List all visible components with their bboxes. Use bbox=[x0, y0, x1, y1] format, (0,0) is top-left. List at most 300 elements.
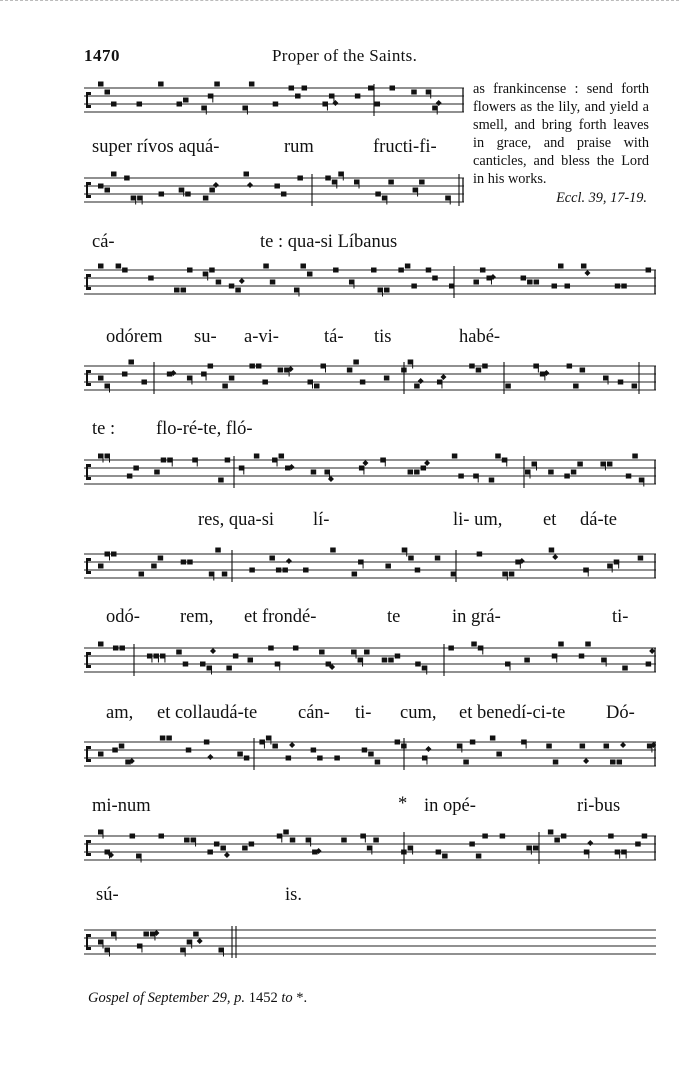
neume-note bbox=[233, 654, 239, 659]
neume-note bbox=[617, 760, 623, 765]
neume-note bbox=[98, 264, 104, 269]
neume-note bbox=[509, 572, 515, 577]
footer-page-ref: 1452 bbox=[248, 990, 278, 1006]
lyric-6b: rem, bbox=[180, 607, 214, 627]
neume-note bbox=[471, 642, 477, 647]
neume-note bbox=[209, 268, 215, 273]
lyric-5d: et bbox=[543, 510, 557, 530]
neume-stem bbox=[158, 654, 159, 663]
neume-stem bbox=[619, 850, 620, 859]
neume-stem bbox=[356, 650, 357, 659]
neume-note bbox=[128, 360, 134, 365]
neume-note bbox=[279, 454, 285, 459]
neume-note bbox=[368, 752, 374, 757]
neume-stem bbox=[412, 846, 413, 855]
chant-staff-7 bbox=[84, 640, 656, 700]
neume-note bbox=[286, 756, 292, 761]
neume-stem bbox=[643, 478, 644, 487]
neume-note bbox=[490, 736, 496, 741]
neume-note bbox=[384, 288, 390, 293]
neume-note bbox=[293, 646, 299, 651]
neume-stem bbox=[606, 658, 607, 667]
neume-note bbox=[382, 658, 388, 663]
neume-note bbox=[161, 458, 167, 463]
neume-note bbox=[571, 470, 577, 475]
neume-note bbox=[548, 470, 554, 475]
neume-note bbox=[290, 838, 296, 843]
neume-note bbox=[347, 368, 353, 373]
neume-note bbox=[527, 280, 533, 285]
c-clef-icon bbox=[86, 652, 91, 668]
neume-stem bbox=[135, 196, 136, 205]
neume-note bbox=[225, 458, 231, 463]
neume-note bbox=[222, 572, 228, 577]
neume-note bbox=[325, 176, 331, 181]
neume-stem bbox=[164, 654, 165, 663]
neume-note bbox=[113, 646, 119, 651]
neume-note bbox=[148, 276, 154, 281]
neume-note bbox=[480, 268, 486, 273]
neume-note bbox=[500, 834, 506, 839]
neume-note bbox=[558, 642, 564, 647]
c-clef-icon bbox=[86, 274, 91, 290]
page-top-edge bbox=[0, 0, 679, 2]
neume-note bbox=[415, 568, 421, 573]
neume-note bbox=[398, 268, 404, 273]
neume-note bbox=[469, 842, 475, 847]
neume-stem bbox=[103, 454, 104, 463]
neume-stem bbox=[362, 658, 363, 667]
neume-stem bbox=[450, 196, 451, 205]
neume-stem bbox=[430, 90, 431, 99]
neume-note bbox=[561, 834, 567, 839]
neume-note bbox=[176, 650, 182, 655]
neume-stem bbox=[207, 272, 208, 281]
neume-note bbox=[577, 462, 583, 467]
neume-note bbox=[303, 568, 309, 573]
neume-note bbox=[311, 748, 317, 753]
neume-note bbox=[249, 568, 255, 573]
neume-stem bbox=[510, 662, 511, 671]
neume-note bbox=[137, 102, 143, 107]
neume-rhombus bbox=[332, 100, 338, 106]
neume-note bbox=[268, 646, 274, 651]
neume-note bbox=[615, 284, 621, 289]
neume-note bbox=[362, 748, 368, 753]
neume-note bbox=[111, 172, 117, 177]
neume-note bbox=[622, 666, 628, 671]
neume-note bbox=[375, 192, 381, 197]
footer-star: *. bbox=[296, 990, 308, 1006]
neume-stem bbox=[109, 948, 110, 957]
lyric-6a: odó- bbox=[106, 607, 140, 627]
neume-rhombus bbox=[649, 648, 655, 654]
neume-note bbox=[489, 478, 495, 483]
neume-note bbox=[524, 658, 530, 663]
neume-rhombus bbox=[552, 554, 558, 560]
neume-note bbox=[244, 172, 250, 177]
neume-rhombus bbox=[210, 648, 216, 654]
neume-note bbox=[384, 376, 390, 381]
lyric-3b: su- bbox=[194, 327, 217, 347]
neume-note bbox=[302, 86, 308, 91]
lyric-7e: cum, bbox=[400, 703, 437, 723]
neume-note bbox=[473, 280, 479, 285]
neume-note bbox=[295, 94, 301, 99]
lyric-8c: in opé- bbox=[424, 796, 476, 816]
neume-note bbox=[158, 556, 164, 561]
neume-note bbox=[130, 834, 136, 839]
neume-note bbox=[371, 268, 377, 273]
lyric-6d: te bbox=[387, 607, 401, 627]
neume-note bbox=[573, 384, 579, 389]
neume-note bbox=[154, 470, 160, 475]
neume-note bbox=[368, 86, 374, 91]
neume-note bbox=[183, 662, 189, 667]
lyric-5e: dá-te bbox=[580, 510, 617, 530]
lyric-5a: res, qua-si bbox=[198, 510, 275, 530]
neume-note bbox=[505, 384, 511, 389]
neume-note bbox=[283, 830, 289, 835]
lyric-7c: cán- bbox=[298, 703, 330, 723]
neume-rhombus bbox=[584, 270, 590, 276]
neume-note bbox=[334, 756, 340, 761]
neume-note bbox=[151, 564, 157, 569]
neume-note bbox=[119, 744, 125, 749]
neume-note bbox=[111, 102, 117, 107]
neume-note bbox=[373, 838, 379, 843]
neume-note bbox=[226, 666, 232, 671]
neume-note bbox=[122, 372, 128, 377]
side-note-text: as frankincense : send forth flowers as the lily, and yield a smell, and bring forth leaves in grace, and praise with canticles, and bless the Lord in his works. bbox=[473, 81, 649, 187]
neume-note bbox=[626, 474, 632, 479]
neume-rhombus bbox=[207, 754, 213, 760]
neume-rhombus bbox=[583, 758, 589, 764]
neume-stem bbox=[506, 458, 507, 467]
neume-note bbox=[533, 846, 539, 851]
neume-rhombus bbox=[239, 278, 245, 284]
neume-stem bbox=[385, 458, 386, 467]
neume-note bbox=[229, 284, 235, 289]
neume-stem bbox=[406, 548, 407, 557]
neume-note bbox=[414, 384, 420, 389]
lyric-9a: sú- bbox=[96, 885, 119, 905]
neume-note bbox=[187, 268, 193, 273]
neume-rhombus bbox=[247, 182, 253, 188]
neume-note bbox=[579, 654, 585, 659]
neume-note bbox=[181, 560, 187, 565]
neume-rhombus bbox=[286, 558, 292, 564]
neume-note bbox=[580, 744, 586, 749]
neume-note bbox=[281, 192, 287, 197]
neume-note bbox=[105, 188, 111, 193]
neume-stem bbox=[116, 932, 117, 941]
lyric-2a: cá- bbox=[92, 232, 115, 252]
neume-note bbox=[646, 268, 652, 273]
neume-rhombus bbox=[425, 746, 431, 752]
neume-stem bbox=[183, 188, 184, 197]
neume-stem bbox=[298, 288, 299, 297]
neume-note bbox=[608, 834, 614, 839]
lyric-5c: li- um, bbox=[453, 510, 503, 530]
neume-rhombus bbox=[587, 840, 593, 846]
neume-note bbox=[419, 180, 425, 185]
neume-note bbox=[282, 568, 288, 573]
neume-note bbox=[237, 752, 243, 757]
chant-staff-5 bbox=[84, 452, 656, 512]
neume-stem bbox=[531, 846, 532, 855]
neume-note bbox=[333, 268, 339, 273]
neume-stem bbox=[365, 834, 366, 843]
chant-staff-4 bbox=[84, 358, 656, 418]
neume-note bbox=[618, 380, 624, 385]
neume-note bbox=[421, 466, 427, 471]
neume-note bbox=[341, 838, 347, 843]
neume-stem bbox=[281, 834, 282, 843]
neume-note bbox=[186, 748, 192, 753]
neume-stem bbox=[437, 106, 438, 115]
neume-note bbox=[98, 642, 104, 647]
chant-staff-3 bbox=[84, 262, 656, 322]
neume-stem bbox=[172, 458, 173, 467]
neume-note bbox=[385, 564, 391, 569]
neume-note bbox=[183, 98, 189, 103]
neume-note bbox=[119, 646, 125, 651]
neume-stem bbox=[151, 654, 152, 663]
neume-note bbox=[632, 384, 638, 389]
neume-note bbox=[352, 572, 358, 577]
neume-note bbox=[214, 842, 220, 847]
neume-note bbox=[116, 264, 122, 269]
footer-to: to bbox=[277, 990, 297, 1006]
neume-note bbox=[98, 752, 104, 757]
neume-note bbox=[112, 748, 118, 753]
lyric-7g: Dó- bbox=[606, 703, 635, 723]
neume-note bbox=[411, 90, 417, 95]
neume-note bbox=[249, 364, 255, 369]
neume-note bbox=[355, 94, 361, 99]
neume-stem bbox=[353, 280, 354, 289]
neume-note bbox=[405, 264, 411, 269]
neume-stem bbox=[536, 462, 537, 471]
neume-note bbox=[638, 556, 644, 561]
neume-note bbox=[254, 454, 259, 459]
neume-note bbox=[375, 760, 381, 765]
neume-note bbox=[272, 744, 278, 749]
lyric-1b: rum bbox=[284, 137, 314, 157]
neume-stem bbox=[363, 466, 364, 475]
neume-note bbox=[552, 284, 558, 289]
lyric-6e: in grá- bbox=[452, 607, 501, 627]
neume-rhombus bbox=[436, 100, 442, 106]
neume-note bbox=[632, 454, 638, 459]
neume-note bbox=[565, 284, 571, 289]
neume-note bbox=[477, 552, 483, 557]
neume-note bbox=[610, 760, 616, 765]
neume-note bbox=[160, 736, 166, 741]
neume-stem bbox=[612, 564, 613, 573]
neume-note bbox=[297, 176, 303, 181]
neume-stem bbox=[277, 458, 278, 467]
neume-note bbox=[395, 654, 401, 659]
c-clef-icon bbox=[86, 558, 91, 574]
neume-rhombus bbox=[362, 460, 368, 466]
lyric-1c: fructi-fi- bbox=[373, 137, 437, 157]
neume-note bbox=[166, 736, 172, 741]
neume-note bbox=[463, 760, 469, 765]
neume-stem bbox=[426, 666, 427, 675]
neume-note bbox=[360, 380, 366, 385]
c-clef-icon bbox=[86, 182, 91, 198]
neume-note bbox=[314, 384, 320, 389]
neume-stem bbox=[412, 360, 413, 369]
neume-stem bbox=[426, 756, 427, 765]
neume-note bbox=[435, 556, 441, 561]
chant-staff-9 bbox=[84, 828, 656, 888]
neume-note bbox=[408, 556, 414, 561]
neume-stem bbox=[109, 454, 110, 463]
neume-rhombus bbox=[418, 378, 424, 384]
neume-note bbox=[534, 280, 540, 285]
neume-note bbox=[143, 932, 149, 937]
neume-stem bbox=[478, 474, 479, 483]
neume-stem bbox=[279, 662, 280, 671]
neume-note bbox=[218, 478, 224, 483]
neume-note bbox=[249, 82, 255, 87]
neume-note bbox=[607, 462, 613, 467]
neume-note bbox=[289, 86, 295, 91]
neume-stem bbox=[530, 470, 531, 479]
neume-stem bbox=[270, 736, 271, 745]
neume-note bbox=[317, 756, 323, 761]
chant-staff-1 bbox=[84, 80, 464, 130]
neume-note bbox=[248, 658, 254, 663]
neume-note bbox=[98, 184, 104, 189]
neume-note bbox=[307, 272, 313, 277]
neume-stem bbox=[605, 462, 606, 471]
neume-stem bbox=[310, 838, 311, 847]
lyric-4b: flo-ré-te, fló- bbox=[156, 419, 253, 439]
neume-note bbox=[111, 552, 117, 557]
neume-stem bbox=[556, 654, 557, 663]
neume-stem bbox=[461, 744, 462, 753]
neume-note bbox=[229, 376, 235, 381]
neume-stem bbox=[359, 180, 360, 189]
footer-text: Gospel of September 29, p. bbox=[88, 990, 249, 1006]
lyric-8a: mi-num bbox=[92, 796, 151, 816]
neume-stem bbox=[417, 188, 418, 197]
neume-note bbox=[276, 568, 282, 573]
neume-note bbox=[411, 284, 417, 289]
neume-note bbox=[214, 82, 220, 87]
lyric-9b: is. bbox=[285, 885, 302, 905]
neume-note bbox=[98, 82, 104, 87]
c-clef-icon bbox=[86, 92, 91, 108]
c-clef-icon bbox=[86, 464, 91, 480]
neume-note bbox=[215, 548, 221, 553]
running-title: Proper of the Saints. bbox=[272, 46, 418, 65]
lyric-6c: et frondé- bbox=[244, 607, 317, 627]
neume-note bbox=[158, 834, 164, 839]
neume-note bbox=[567, 364, 573, 369]
neume-note bbox=[581, 264, 587, 269]
neume-note bbox=[133, 466, 139, 471]
neume-note bbox=[452, 454, 458, 459]
neume-rhombus bbox=[197, 938, 203, 944]
neume-rhombus bbox=[620, 742, 626, 748]
neume-stem bbox=[386, 196, 387, 205]
neume-stem bbox=[197, 458, 198, 467]
neume-stem bbox=[608, 376, 609, 385]
neume-stem bbox=[538, 364, 539, 373]
neume-stem bbox=[363, 560, 364, 569]
neume-note bbox=[635, 842, 641, 847]
lyric-8b: * bbox=[398, 794, 408, 814]
neume-note bbox=[300, 264, 306, 269]
neume-stem bbox=[141, 854, 142, 863]
neume-stem bbox=[588, 568, 589, 577]
lyric-8d: ri-bus bbox=[577, 796, 621, 816]
chant-staff-10 bbox=[84, 922, 656, 977]
c-clef-icon bbox=[86, 370, 91, 386]
neume-note bbox=[216, 280, 222, 285]
neume-note bbox=[548, 830, 554, 835]
neume-note bbox=[235, 288, 241, 293]
neume-rhombus bbox=[440, 374, 446, 380]
lyric-6f: ti- bbox=[612, 607, 629, 627]
neume-stem bbox=[371, 846, 372, 855]
neume-note bbox=[476, 368, 482, 373]
neume-note bbox=[521, 276, 527, 281]
lyric-3e: tis bbox=[374, 327, 392, 347]
neume-note bbox=[558, 264, 564, 269]
neume-note bbox=[244, 756, 250, 761]
neume-stem bbox=[212, 94, 213, 103]
neume-note bbox=[646, 662, 652, 667]
neume-note bbox=[451, 572, 457, 577]
neume-note bbox=[256, 364, 262, 369]
neume-note bbox=[124, 176, 130, 181]
neume-rhombus bbox=[328, 476, 334, 482]
neume-note bbox=[448, 646, 454, 651]
side-note-source: Eccl. 39, 17-19. bbox=[556, 190, 647, 206]
neume-note bbox=[469, 364, 475, 369]
neume-note bbox=[270, 280, 276, 285]
side-note-translation bbox=[473, 80, 649, 207]
neume-note bbox=[187, 560, 193, 565]
neume-stem bbox=[382, 288, 383, 297]
neume-stem bbox=[482, 646, 483, 655]
neume-note bbox=[390, 86, 396, 91]
neume-note bbox=[436, 850, 442, 855]
neume-stem bbox=[206, 106, 207, 115]
neume-note bbox=[642, 834, 648, 839]
neume-stem bbox=[618, 560, 619, 569]
neume-note bbox=[553, 760, 559, 765]
neume-note bbox=[209, 188, 215, 193]
neume-note bbox=[200, 662, 206, 667]
neume-stem bbox=[109, 384, 110, 393]
neume-stem bbox=[141, 944, 142, 953]
neume-stem bbox=[109, 552, 110, 561]
neume-note bbox=[278, 368, 284, 373]
neume-note bbox=[185, 192, 191, 197]
lyric-3c: a-vi- bbox=[244, 327, 279, 347]
neume-note bbox=[546, 744, 552, 749]
c-clef-icon bbox=[86, 840, 91, 856]
neume-note bbox=[326, 662, 332, 667]
neume-note bbox=[174, 288, 180, 293]
